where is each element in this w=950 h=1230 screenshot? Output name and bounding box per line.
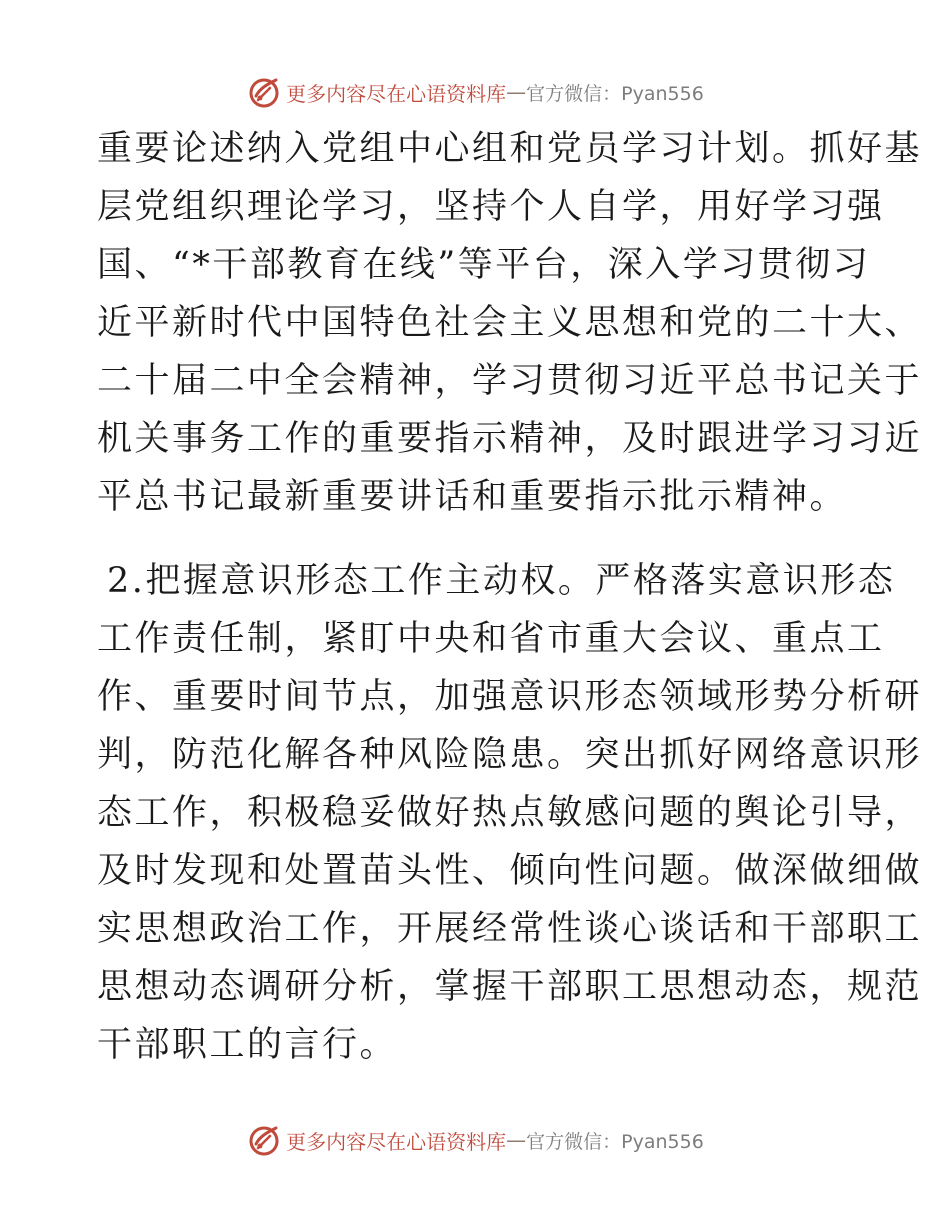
watermark-brand-text: 更多内容尽在心语资料库 (286, 1129, 507, 1154)
watermark-contact-text: 官方微信：Pyan556 (526, 82, 704, 105)
text-line: 干部职工的言行。 (97, 1025, 398, 1065)
paragraph-2 (97, 552, 923, 1132)
text-line: 2.把握意识形态工作主动权。严格落实意识形态 (107, 561, 896, 601)
watermark-brand-text: 更多内容尽在心语资料库 (286, 81, 507, 106)
text-line: 判，防范化解各种风险隐患。突出抓好网络意识形 (97, 735, 923, 775)
text-line: 近平新时代中国特色社会主义思想和党的二十大、 (97, 303, 923, 343)
text-line: 作、重要时间节点，加强意识形态领域形势分析研 (97, 677, 923, 717)
header-watermark (0, 72, 950, 112)
text-line: 工作责任制，紧盯中央和省市重大会议、重点工 (97, 619, 885, 659)
watermark-contact-text: 官方微信：Pyan556 (526, 1130, 704, 1153)
paragraph-1 (97, 120, 923, 526)
footer-watermark (0, 1120, 950, 1160)
text-line: 重要论述纳入党组中心组和党员学习计划。抓好基 (97, 129, 923, 169)
watermark-separator: — (506, 80, 527, 104)
brand-logo-icon (246, 1122, 282, 1158)
text-line: 实思想政治工作，开展经常性谈心谈话和干部职工 (97, 909, 923, 949)
text-line: 态工作，积极稳妥做好热点敏感问题的舆论引导， (97, 793, 923, 833)
watermark-separator: — (506, 1128, 527, 1152)
document-body (97, 120, 923, 1132)
paragraph-spacer (97, 526, 857, 552)
text-line: 二十届二中全会精神，学习贯彻习近平总书记关于 (97, 361, 923, 401)
text-line: 思想动态调研分析，掌握干部职工思想动态，规范 (97, 967, 923, 1007)
text-line: 平总书记最新重要讲话和重要指示批示精神。 (97, 477, 848, 517)
text-line: 层党组织理论学习，坚持个人自学，用好学习强 (97, 187, 885, 227)
brand-logo-icon (246, 74, 282, 110)
text-line: 机关事务工作的重要指示精神，及时跟进学习习近 (97, 419, 923, 459)
text-line: 国、“*干部教育在线”等平台，深入学习贯彻习 (97, 245, 871, 285)
text-line: 及时发现和处置苗头性、倾向性问题。做深做细做 (97, 851, 923, 891)
